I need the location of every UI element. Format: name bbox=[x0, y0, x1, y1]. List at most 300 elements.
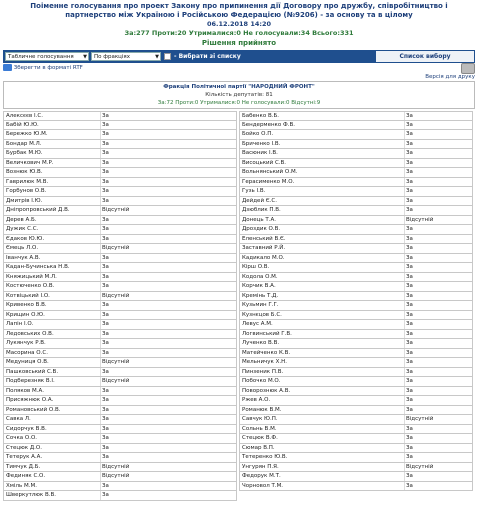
deputy-name: Дерев А.Б. bbox=[6, 216, 37, 223]
deputy-vote: Відсутній bbox=[102, 359, 130, 365]
cell-divider bbox=[404, 301, 405, 310]
deputy-name: Котвіцький І.О. bbox=[6, 292, 50, 299]
table-row bbox=[3, 149, 237, 159]
deputy-vote: За bbox=[406, 283, 413, 289]
deputy-name: Кадан-Бучинська Н.В. bbox=[6, 264, 70, 270]
deputy-vote: За bbox=[406, 197, 413, 204]
deputy-vote: За bbox=[102, 140, 109, 147]
deputy-name: Сидорчук В.В. bbox=[6, 425, 47, 432]
table-row bbox=[239, 301, 473, 311]
table-row bbox=[3, 282, 237, 292]
deputy-vote: За bbox=[102, 302, 109, 308]
deputy-vote: За bbox=[406, 207, 413, 213]
cell-divider bbox=[404, 377, 405, 386]
table-row bbox=[239, 178, 473, 188]
deputy-vote: За bbox=[406, 359, 413, 365]
export-rtf-link[interactable] bbox=[3, 64, 83, 71]
cell-divider bbox=[404, 406, 405, 415]
cell-divider bbox=[404, 387, 405, 396]
cell-divider bbox=[404, 396, 405, 405]
deputy-name: Тетерук А.А. bbox=[6, 454, 43, 460]
table-row bbox=[239, 358, 473, 368]
deputy-name: Лукянчук Р.В. bbox=[6, 340, 46, 346]
cell-divider bbox=[100, 472, 101, 481]
deputy-vote: За bbox=[406, 226, 413, 232]
deputy-vote: За bbox=[406, 378, 413, 384]
deputy-vote: За bbox=[102, 492, 109, 498]
cell-divider bbox=[100, 178, 101, 187]
cell-divider bbox=[404, 178, 405, 187]
deputy-vote: За bbox=[102, 121, 109, 128]
deputy-vote: За bbox=[102, 482, 109, 489]
deputy-name: Бриченко І.В. bbox=[242, 140, 281, 147]
cell-divider bbox=[100, 159, 101, 168]
deputy-name: Алексєєв І.С. bbox=[6, 113, 43, 119]
table-row bbox=[239, 168, 473, 178]
deputy-name: Кузнєцов Б.С. bbox=[242, 311, 282, 318]
cell-divider bbox=[100, 121, 101, 130]
deputy-vote: За bbox=[406, 169, 413, 175]
deputy-vote: За bbox=[102, 311, 109, 318]
table-row bbox=[3, 140, 237, 150]
table-row bbox=[3, 453, 237, 463]
deputy-vote: За bbox=[406, 397, 413, 403]
table-row bbox=[239, 330, 473, 340]
cell-divider bbox=[404, 216, 405, 225]
cell-divider bbox=[404, 330, 405, 339]
deputy-vote: За bbox=[406, 454, 413, 460]
deputy-name: Лапін І.О. bbox=[6, 321, 34, 327]
deputy-vote: Відсутній bbox=[102, 473, 130, 479]
cell-divider bbox=[100, 292, 101, 301]
table-row bbox=[239, 140, 473, 150]
deputy-vote: За bbox=[406, 131, 413, 137]
vote-result: Рішення прийнято bbox=[201, 39, 277, 47]
table-row bbox=[239, 320, 473, 330]
table-row bbox=[3, 482, 237, 492]
cell-divider bbox=[100, 216, 101, 225]
deputy-name: Бабенко В.Б. bbox=[242, 113, 279, 119]
deputy-vote: За bbox=[102, 387, 109, 394]
table-row bbox=[239, 254, 473, 264]
deputy-vote: За bbox=[406, 406, 413, 413]
table-row bbox=[239, 130, 473, 140]
cell-divider bbox=[404, 358, 405, 367]
cell-divider bbox=[404, 368, 405, 377]
deputy-name: Сольнь В.М. bbox=[242, 425, 277, 432]
table-row bbox=[3, 254, 237, 264]
table-row bbox=[3, 111, 237, 121]
printer-icon bbox=[461, 63, 475, 74]
deputy-vote: За bbox=[406, 435, 413, 441]
cell-divider bbox=[100, 254, 101, 263]
table-row bbox=[3, 168, 237, 178]
deputy-vote: За bbox=[406, 311, 413, 318]
deputy-name: Логвинський Г.В. bbox=[242, 330, 292, 337]
table-row bbox=[3, 244, 237, 254]
table-row bbox=[239, 187, 473, 197]
faction-name: Фракція Політичної партії "НАРОДНИЙ ФРОНТ" bbox=[163, 84, 315, 90]
deputy-vote: За bbox=[406, 425, 413, 432]
cell-divider bbox=[404, 197, 405, 206]
cell-divider bbox=[404, 130, 405, 139]
vote-summary: За:277 Проти:20 Утрималися:0 Не голосували:34 Всього:331 bbox=[124, 29, 354, 37]
deputy-vote: Відсутній bbox=[102, 292, 130, 299]
table-row bbox=[3, 387, 237, 397]
cell-divider bbox=[100, 358, 101, 367]
deputy-vote: За bbox=[102, 406, 109, 413]
deputy-vote: За bbox=[102, 178, 109, 185]
table-row bbox=[3, 339, 237, 349]
deputy-vote: Відсутній bbox=[406, 216, 434, 223]
deputy-name: Гаврилюк М.В. bbox=[6, 178, 49, 185]
deputy-name: Бойко О.П. bbox=[242, 131, 274, 137]
deputy-vote: За bbox=[406, 273, 413, 280]
cell-divider bbox=[100, 301, 101, 310]
deputy-name: Кодола О.М. bbox=[242, 273, 278, 280]
export-rtf-label: Зберегти в форматі RTF bbox=[13, 65, 83, 71]
cell-divider bbox=[100, 187, 101, 196]
cell-divider bbox=[404, 320, 405, 329]
cell-divider bbox=[404, 282, 405, 291]
table-row bbox=[239, 216, 473, 226]
deputy-name: Кірш О.В. bbox=[242, 264, 270, 270]
deputy-name: Дужик С.С. bbox=[6, 226, 39, 232]
table-row bbox=[239, 453, 473, 463]
table-row bbox=[239, 406, 473, 416]
select-from-list-checkbox[interactable] bbox=[164, 53, 171, 60]
cell-divider bbox=[100, 320, 101, 329]
table-row bbox=[239, 244, 473, 254]
cell-divider bbox=[100, 282, 101, 291]
deputy-name: Дейдей Є.С. bbox=[242, 197, 277, 204]
vote-header bbox=[0, 0, 478, 48]
cell-divider bbox=[100, 377, 101, 386]
deputy-name: Ледовських О.В. bbox=[6, 330, 54, 337]
table-row bbox=[3, 301, 237, 311]
deputy-name: Дмитрів І.Ю. bbox=[6, 197, 43, 204]
cell-divider bbox=[404, 159, 405, 168]
deputy-name: Кремінь Т.Д. bbox=[242, 292, 279, 299]
vote-type-select-value: Табличне голосування bbox=[8, 54, 74, 60]
cell-divider bbox=[100, 235, 101, 244]
deputy-vote: За bbox=[406, 235, 413, 242]
table-row bbox=[3, 311, 237, 321]
table-row bbox=[3, 377, 237, 387]
deputy-name: Тимчук Д.Б. bbox=[6, 463, 41, 470]
table-row bbox=[3, 187, 237, 197]
table-row bbox=[3, 216, 237, 226]
table-row bbox=[3, 330, 237, 340]
deputy-name: Романюк В.М. bbox=[242, 406, 282, 413]
deputy-vote: За bbox=[406, 330, 413, 337]
deputy-vote: За bbox=[406, 340, 413, 346]
table-row bbox=[3, 463, 237, 473]
deputy-vote: За bbox=[102, 416, 109, 422]
deputy-vote: За bbox=[406, 188, 413, 194]
cell-divider bbox=[100, 463, 101, 472]
deputy-name: Герасименко М.О. bbox=[242, 178, 295, 185]
cell-divider bbox=[100, 415, 101, 424]
deputy-name: Присяжнюк О.А. bbox=[6, 397, 54, 403]
deputy-name: Ємець Л.О. bbox=[6, 245, 39, 251]
table-row bbox=[239, 273, 473, 283]
deputy-name: Еленський В.Є. bbox=[242, 235, 286, 242]
cell-divider bbox=[100, 273, 101, 282]
table-row bbox=[3, 415, 237, 425]
deputy-vote: За bbox=[102, 150, 109, 156]
deputy-name: Савчук Ю.П. bbox=[242, 416, 278, 422]
faction-stats: За:72 Проти:0 Утрималися:0 Не голосували:0 Відсутні:9 bbox=[157, 100, 321, 106]
deputy-vote: За bbox=[102, 368, 109, 375]
table-row bbox=[239, 149, 473, 159]
table-row bbox=[239, 472, 473, 482]
table-row bbox=[3, 320, 237, 330]
deputy-name: Лученко В.В. bbox=[242, 340, 280, 346]
cell-divider bbox=[100, 368, 101, 377]
deputy-name: Заставний Р.Й. bbox=[242, 245, 286, 251]
table-row bbox=[239, 235, 473, 245]
deputy-vote: Відсутній bbox=[102, 463, 130, 470]
deputy-name: Єдаков Ю.Ю. bbox=[6, 235, 45, 242]
deputy-name: Кузьмин Г.Г. bbox=[242, 302, 279, 308]
table-row bbox=[239, 282, 473, 292]
cell-divider bbox=[100, 349, 101, 358]
cell-divider bbox=[404, 415, 405, 424]
table-row bbox=[239, 482, 473, 492]
deputy-name: Побочко М.О. bbox=[242, 378, 281, 384]
cell-divider bbox=[100, 339, 101, 348]
table-row bbox=[3, 178, 237, 188]
chevron-down-icon: ▼ bbox=[83, 54, 87, 60]
table-row bbox=[3, 292, 237, 302]
deputy-name: Мельничук Х.Н. bbox=[242, 359, 288, 365]
cell-divider bbox=[100, 140, 101, 149]
table-row bbox=[239, 368, 473, 378]
table-row bbox=[3, 406, 237, 416]
cell-divider bbox=[404, 187, 405, 196]
table-row bbox=[3, 225, 237, 235]
cell-divider bbox=[404, 263, 405, 272]
deputy-vote: За bbox=[102, 454, 109, 460]
deputy-name: Медуниця О.В. bbox=[6, 359, 49, 365]
cell-divider bbox=[404, 292, 405, 301]
deputy-vote: За bbox=[406, 121, 413, 128]
table-row bbox=[239, 292, 473, 302]
deputy-name: Унгурян П.Я. bbox=[242, 463, 279, 470]
table-row bbox=[3, 349, 237, 359]
deputy-vote: За bbox=[406, 368, 413, 375]
deputy-name: Хміль М.М. bbox=[6, 482, 37, 489]
table-row bbox=[239, 425, 473, 435]
table-row bbox=[239, 349, 473, 359]
deputy-name: Вольнянський О.М. bbox=[242, 169, 298, 175]
deputy-name: Бабій Ю.Ю. bbox=[6, 121, 39, 128]
deputy-name: Висоцький С.В. bbox=[242, 159, 287, 166]
deputy-name: Іванчук А.В. bbox=[6, 254, 41, 261]
cell-divider bbox=[404, 482, 405, 491]
cell-divider bbox=[404, 168, 405, 177]
deputy-name: Поворознюк А.В. bbox=[242, 387, 291, 394]
table-row bbox=[3, 130, 237, 140]
deputy-vote: Відсутній bbox=[102, 207, 130, 213]
export-bar bbox=[3, 63, 475, 81]
table-row bbox=[239, 444, 473, 454]
deputy-vote: За bbox=[406, 482, 413, 489]
deputy-name: Донець Т.А. bbox=[242, 216, 276, 223]
cell-divider bbox=[100, 453, 101, 462]
cell-divider bbox=[404, 254, 405, 263]
deputy-name: Васюник І.В. bbox=[242, 150, 278, 156]
deputy-vote: За bbox=[406, 292, 413, 299]
deputy-name: Масорина О.С. bbox=[6, 349, 48, 356]
deputy-vote: За bbox=[102, 330, 109, 337]
table-row bbox=[239, 377, 473, 387]
table-row bbox=[3, 368, 237, 378]
faction-panel bbox=[3, 81, 475, 109]
deputy-name: Горбунов О.В. bbox=[6, 188, 47, 194]
vote-type-select[interactable] bbox=[5, 52, 89, 61]
cell-divider bbox=[404, 339, 405, 348]
deputy-name: Романовський О.В. bbox=[6, 406, 61, 413]
table-row bbox=[239, 311, 473, 321]
cell-divider bbox=[404, 425, 405, 434]
cell-divider bbox=[100, 406, 101, 415]
deputy-vote: Відсутній bbox=[406, 463, 434, 470]
deputy-name: Бережко Ю.М. bbox=[6, 131, 48, 137]
deputy-vote: За bbox=[406, 387, 413, 394]
cell-divider bbox=[100, 244, 101, 253]
deputy-vote: За bbox=[102, 159, 109, 166]
deputy-vote: За bbox=[406, 444, 413, 451]
deputy-name: Кривенко В.В. bbox=[6, 302, 47, 308]
deputy-vote: За bbox=[102, 273, 109, 280]
deputy-vote: За bbox=[406, 159, 413, 166]
deputy-vote: Відсутній bbox=[102, 245, 130, 251]
cell-divider bbox=[404, 349, 405, 358]
cell-divider bbox=[404, 121, 405, 130]
table-row bbox=[3, 434, 237, 444]
selection-list-button[interactable]: Список вибору bbox=[375, 50, 475, 63]
deputy-name: Бендерменко Ф.В. bbox=[242, 121, 295, 128]
deputy-vote: За bbox=[102, 131, 109, 137]
deputy-name: Пашковський С.В. bbox=[6, 368, 59, 375]
deputy-name: Сюмар В.П. bbox=[242, 444, 275, 451]
print-version-link[interactable] bbox=[425, 63, 475, 80]
deputy-name: Стецюк Д.О. bbox=[6, 444, 42, 451]
table-row bbox=[3, 472, 237, 482]
cell-divider bbox=[100, 396, 101, 405]
deputy-name: Вознюк Ю.В. bbox=[6, 169, 43, 175]
table-row bbox=[3, 263, 237, 273]
cell-divider bbox=[404, 273, 405, 282]
cell-divider bbox=[100, 168, 101, 177]
deputy-vote: За bbox=[102, 321, 109, 327]
deputy-name: Тетеренко Ю.В. bbox=[242, 454, 288, 460]
cell-divider bbox=[404, 311, 405, 320]
print-version-label: Версія для друку bbox=[425, 74, 475, 80]
deputy-name: Поляков М.А. bbox=[6, 387, 45, 394]
deputy-vote: За bbox=[406, 473, 413, 479]
deputy-name: Пинзеник П.В. bbox=[242, 368, 284, 375]
deputy-vote: За bbox=[406, 302, 413, 308]
table-row bbox=[239, 159, 473, 169]
deputy-name: Бурбак М.Ю. bbox=[6, 150, 43, 156]
table-row bbox=[3, 396, 237, 406]
deputy-name: Фединяк С.О. bbox=[6, 473, 46, 479]
faction-count: Кількість депутатів: 81 bbox=[205, 92, 273, 98]
deputy-name: Кадикало М.О. bbox=[242, 254, 285, 261]
cell-divider bbox=[100, 149, 101, 158]
vote-datetime: 06.12.2018 14:20 bbox=[206, 20, 272, 28]
deputy-name: Гузь І.В. bbox=[242, 188, 266, 194]
deputy-vote: За bbox=[102, 435, 109, 441]
deputy-name: Бондар М.Л. bbox=[6, 140, 42, 147]
deputy-vote: За bbox=[102, 254, 109, 261]
deputy-name: Дзюблик П.В. bbox=[242, 207, 281, 213]
table-row bbox=[3, 159, 237, 169]
table-row bbox=[239, 396, 473, 406]
deputy-name: Величкович М.Р. bbox=[6, 159, 54, 166]
cell-divider bbox=[404, 112, 405, 120]
cell-divider bbox=[100, 311, 101, 320]
table-row bbox=[239, 225, 473, 235]
deputy-vote: За bbox=[406, 150, 413, 156]
cell-divider bbox=[404, 463, 405, 472]
deputy-vote: За bbox=[406, 178, 413, 185]
deputy-name: Дроздик О.В. bbox=[242, 226, 281, 232]
deputy-vote: За bbox=[102, 340, 109, 346]
deputy-name: Шверкутлюк В.В. bbox=[6, 492, 57, 498]
cell-divider bbox=[404, 472, 405, 481]
deputies-column-left bbox=[3, 111, 237, 501]
deputy-vote: За bbox=[102, 226, 109, 232]
group-select-value: По фракціях bbox=[94, 54, 130, 60]
cell-divider bbox=[100, 387, 101, 396]
cell-divider bbox=[404, 206, 405, 215]
deputy-name: Стецюк В.Ф. bbox=[242, 435, 278, 441]
document-icon bbox=[3, 64, 12, 71]
deputy-name: Федорук М.Т. bbox=[242, 473, 281, 479]
cell-divider bbox=[404, 140, 405, 149]
deputy-vote: За bbox=[102, 349, 109, 356]
deputy-vote: Відсутній bbox=[102, 378, 130, 384]
deputy-vote: Відсутній bbox=[406, 416, 434, 422]
deputy-name: Савка Л. bbox=[6, 416, 31, 422]
deputy-vote: За bbox=[102, 444, 109, 451]
cell-divider bbox=[404, 225, 405, 234]
deputy-name: Крищин О.Ю. bbox=[6, 311, 45, 318]
table-row bbox=[3, 235, 237, 245]
deputy-vote: За bbox=[102, 425, 109, 432]
deputy-name: Подберезняк В.І. bbox=[6, 378, 55, 384]
deputy-vote: За bbox=[406, 264, 413, 270]
cell-divider bbox=[100, 425, 101, 434]
deputy-vote: За bbox=[102, 113, 109, 119]
group-select[interactable] bbox=[91, 52, 161, 61]
table-row bbox=[239, 121, 473, 131]
table-row bbox=[3, 197, 237, 207]
vote-title: Поіменне голосування про проект Закону про припинення дії Договору про дружбу, співробітництво і партнерство між Україною і Російською Федерацією (№9206) - за основу та в цілому bbox=[30, 2, 448, 19]
deputy-name: Ржев А.О. bbox=[242, 397, 271, 403]
deputy-vote: За bbox=[102, 264, 109, 270]
table-row bbox=[3, 425, 237, 435]
deputy-name: Княжицький М.Л. bbox=[6, 273, 57, 280]
table-row bbox=[3, 273, 237, 283]
table-row bbox=[3, 491, 237, 501]
deputy-name: Сочка О.О. bbox=[6, 435, 38, 441]
cell-divider bbox=[404, 434, 405, 443]
